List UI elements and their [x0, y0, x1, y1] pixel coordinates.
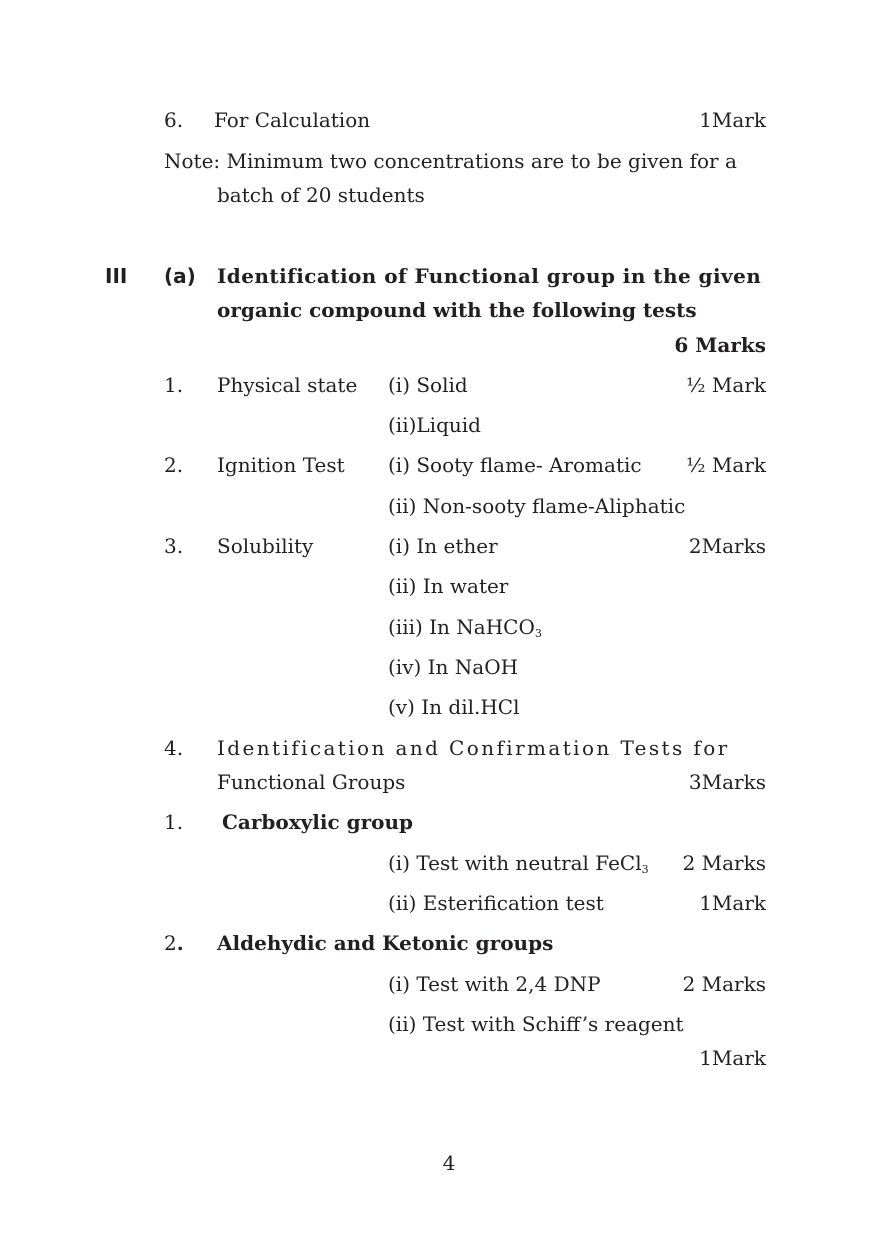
- aldehydic-number-digit: 2: [164, 931, 177, 955]
- carboxylic-test-2-mark: 1Mark: [699, 891, 766, 915]
- calc-mark: 1Mark: [699, 108, 766, 132]
- identification-mark: 3Marks: [688, 770, 766, 794]
- aldehydic-test-1-mark: 2 Marks: [682, 972, 766, 996]
- physical-option-2: (ii)Liquid: [388, 413, 481, 437]
- carboxylic-title: Carboxylic group: [222, 810, 414, 834]
- carboxylic-test-1-text: (i) Test with neutral FeCl: [388, 851, 642, 875]
- solubility-option-3-subscript: 3: [534, 627, 542, 640]
- section-sub: (a): [164, 264, 196, 288]
- solubility-option-3-text: (iii) In NaHCO: [388, 615, 535, 639]
- physical-number: 1.: [164, 373, 184, 397]
- physical-option-1: (i) Solid: [388, 373, 468, 397]
- note-line-1: Note: Minimum two concentrations are to be given for a: [164, 149, 737, 173]
- calc-number: 6.: [164, 108, 184, 132]
- aldehydic-test-2: (ii) Test with Schiff’s reagent: [388, 1012, 684, 1036]
- identification-line-2: Functional Groups: [217, 770, 406, 794]
- aldehydic-test-2-mark: 1Mark: [699, 1046, 766, 1070]
- carboxylic-test-1-subscript: 3: [641, 863, 649, 876]
- aldehydic-number: [164, 931, 184, 955]
- identification-number: 4.: [164, 736, 184, 760]
- physical-mark: ½ Mark: [686, 373, 766, 397]
- calc-label: For Calculation: [214, 108, 371, 132]
- section-total-marks: 6 Marks: [674, 333, 766, 357]
- solubility-mark: 2Marks: [688, 534, 766, 558]
- identification-line-1: Identification and Confirmation Tests for: [217, 736, 730, 760]
- solubility-option-1: (i) In ether: [388, 534, 498, 558]
- page-number: 4: [442, 1151, 456, 1175]
- ignition-option-1: (i) Sooty flame- Aromatic: [388, 453, 642, 477]
- ignition-number: 2.: [164, 453, 184, 477]
- note-line-2: batch of 20 students: [217, 183, 425, 207]
- section-heading-line-2: organic compound with the following tests: [217, 298, 697, 322]
- aldehydic-test-1: (i) Test with 2,4 DNP: [388, 972, 601, 996]
- solubility-option-2: (ii) In water: [388, 574, 509, 598]
- aldehydic-number-dot: .: [176, 931, 184, 955]
- carboxylic-test-1-mark: 2 Marks: [682, 851, 766, 875]
- carboxylic-test-1: [388, 851, 649, 875]
- physical-label: Physical state: [217, 373, 358, 397]
- solubility-label: Solubility: [217, 534, 314, 558]
- section-roman: III: [105, 264, 128, 288]
- solubility-option-3: [388, 615, 542, 639]
- carboxylic-test-2: (ii) Esterification test: [388, 891, 604, 915]
- aldehydic-title: Aldehydic and Ketonic groups: [217, 931, 554, 955]
- section-heading-line-1: Identification of Functional group in the given: [217, 264, 762, 288]
- ignition-option-2: (ii) Non-sooty flame-Aliphatic: [388, 494, 686, 518]
- ignition-mark: ½ Mark: [686, 453, 766, 477]
- solubility-number: 3.: [164, 534, 184, 558]
- carboxylic-number: 1.: [164, 810, 184, 834]
- solubility-option-5: (v) In dil.HCl: [388, 695, 520, 719]
- solubility-option-4: (iv) In NaOH: [388, 655, 519, 679]
- ignition-label: Ignition Test: [217, 453, 345, 477]
